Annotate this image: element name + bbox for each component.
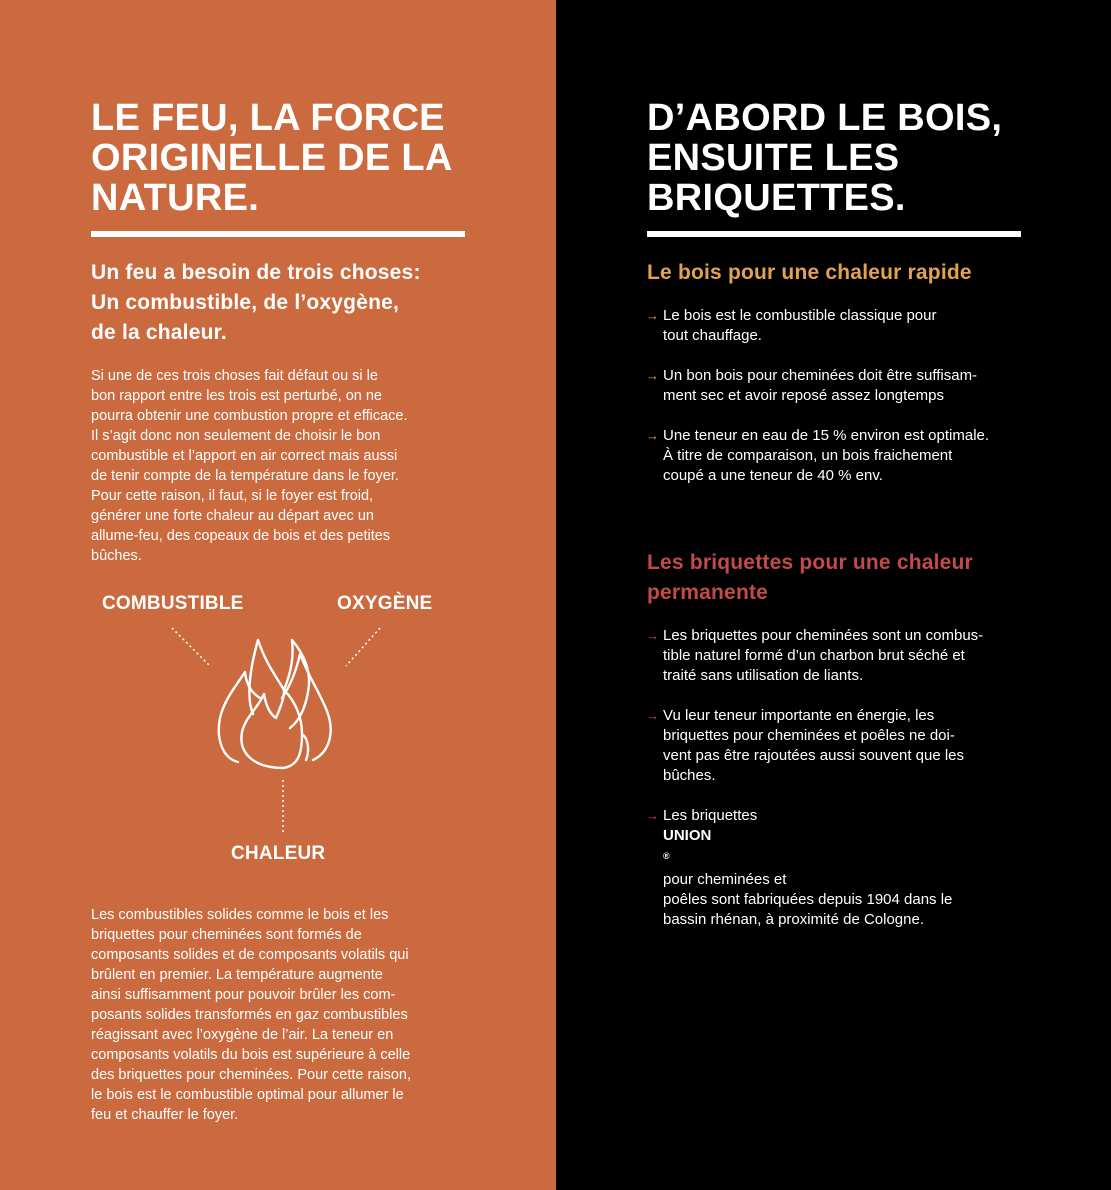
paragraph-line: réagissant avec l’oxygène de l’air. La teneur en [91, 1027, 394, 1043]
paragraph-line: posants solides transformés en gaz combustibles [91, 1007, 408, 1023]
briquettes-bullet [646, 626, 983, 686]
wood-bullet [646, 366, 977, 406]
left-subtitle [91, 258, 421, 348]
bullet-line: Un bon bois pour cheminées doit être suffisam- [663, 367, 978, 384]
bullet-line: À titre de comparaison, un bois fraichement [663, 447, 953, 464]
bullet-line: bûches. [663, 767, 716, 784]
bullet-line: Vu leur teneur importante en énergie, les [663, 707, 935, 724]
bullet-line: ment sec et avoir reposé assez longtemps [663, 387, 944, 404]
paragraph-line: le bois est le combustible optimal pour allumer le [91, 1087, 404, 1103]
paragraph-line: brûlent en premier. La température augmente [91, 967, 383, 983]
briquettes-heading-line: Les briquettes pour une chaleur [647, 551, 973, 574]
bullet-text: pour cheminées et [663, 871, 787, 888]
diagram-label-oxygen: OXYGÈNE [337, 593, 433, 614]
left-title-divider [91, 231, 465, 237]
diagram-label-heat: CHALEUR [231, 843, 326, 864]
paragraph-line: briquettes pour cheminées sont formés de [91, 927, 362, 943]
briquettes-heading-line: permanente [647, 581, 769, 604]
flame-icon [219, 640, 331, 768]
brand-text: UNION [663, 827, 712, 844]
left-subtitle-line: Un combustible, de l’oxygène, [91, 291, 400, 314]
wood-heading-text: Le bois pour une chaleur rapide [647, 261, 972, 284]
paragraph-line: bûches. [91, 548, 142, 564]
right-title-line: ENSUITE LES [647, 137, 900, 179]
paragraph-line: Il s’agit donc non seulement de choisir le bon [91, 428, 381, 444]
arrow-right-icon: → [646, 628, 659, 643]
paragraph-line: composants solides et de composants volatils qui [91, 947, 409, 963]
paragraph-line: des briquettes pour cheminées. Pour cette raison, [91, 1067, 411, 1083]
paragraph-line: allume-feu, des copeaux de bois et des petites [91, 528, 391, 544]
closing-paragraph [91, 905, 411, 1125]
fire-triangle-diagram [150, 620, 410, 835]
right-title-line: BRIQUETTES. [647, 177, 906, 219]
left-title-line: NATURE. [91, 177, 260, 219]
arrow-right-icon: → [646, 308, 659, 323]
paragraph-line: Les combustibles solides comme le bois et les [91, 907, 389, 923]
left-subtitle-line: Un feu a besoin de trois choses: [91, 261, 421, 284]
left-title-line: LE FEU, LA FORCE [91, 97, 445, 139]
left-title [91, 98, 511, 218]
paragraph-line: feu et chauffer le foyer. [91, 1107, 239, 1123]
wood-bullet [646, 426, 989, 486]
paragraph-line: combustible et l’apport en air correct mais aussi [91, 448, 398, 464]
connector-oxygen [346, 628, 380, 666]
arrow-right-icon: → [646, 708, 659, 723]
paragraph-line: pourra obtenir une combustion propre et efficace. [91, 408, 408, 424]
briquettes-heading [647, 548, 973, 608]
bullet-line: vent pas être rajoutées aussi souvent que les [663, 747, 965, 764]
paragraph-line: ainsi suffisamment pour pouvoir brûler les com- [91, 987, 396, 1003]
wood-heading [647, 258, 972, 288]
paragraph-line: bon rapport entre les trois est perturbé, on ne [91, 388, 382, 404]
bullet-line: traité sans utilisation de liants. [663, 667, 864, 684]
diagram-label-fuel: COMBUSTIBLE [102, 593, 244, 614]
bullet-line: bassin rhénan, à proximité de Cologne. [663, 911, 924, 928]
left-subtitle-line: de la chaleur. [91, 321, 227, 344]
bullet-line: Les briquettes pour cheminées sont un combus- [663, 627, 984, 644]
bullet-line: coupé a une teneur de 40 % env. [663, 467, 883, 484]
brand-name [663, 826, 952, 870]
intro-paragraph [91, 366, 408, 566]
connector-fuel [172, 628, 210, 666]
paragraph-line: Pour cette raison, il faut, si le foyer est froid, [91, 488, 374, 504]
bullet-line: tout chauffage. [663, 327, 762, 344]
right-title [647, 98, 1067, 218]
wood-bullet [646, 306, 937, 346]
bullet-line: tible naturel formé d’un charbon brut séché et [663, 647, 965, 664]
right-title-divider [647, 231, 1021, 237]
bullet-text: Les briquettes [663, 807, 758, 824]
bullet-line: poêles sont fabriquées depuis 1904 dans le [663, 891, 953, 908]
right-panel [556, 0, 1111, 1190]
paragraph-line: composants volatils du bois est supérieure à celle [91, 1047, 411, 1063]
arrow-right-icon: → [646, 368, 659, 383]
left-title-line: ORIGINELLE DE LA [91, 137, 453, 179]
briquettes-bullet [646, 706, 964, 786]
bullet-line: briquettes pour cheminées et poêles ne doi- [663, 727, 955, 744]
bullet-line [663, 806, 952, 890]
right-title-line: D’ABORD LE BOIS, [647, 97, 1003, 139]
registered-mark: ® [663, 851, 670, 861]
bullet-line: Une teneur en eau de 15 % environ est optimale. [663, 427, 990, 444]
arrow-right-icon: → [646, 808, 659, 823]
paragraph-line: de tenir compte de la température dans le foyer. [91, 468, 399, 484]
bullet-line: Le bois est le combustible classique pour [663, 307, 937, 324]
briquettes-bullet [646, 806, 952, 930]
paragraph-line: générer une forte chaleur au départ avec un [91, 508, 374, 524]
paragraph-line: Si une de ces trois choses fait défaut ou si le [91, 368, 378, 384]
arrow-right-icon: → [646, 428, 659, 443]
